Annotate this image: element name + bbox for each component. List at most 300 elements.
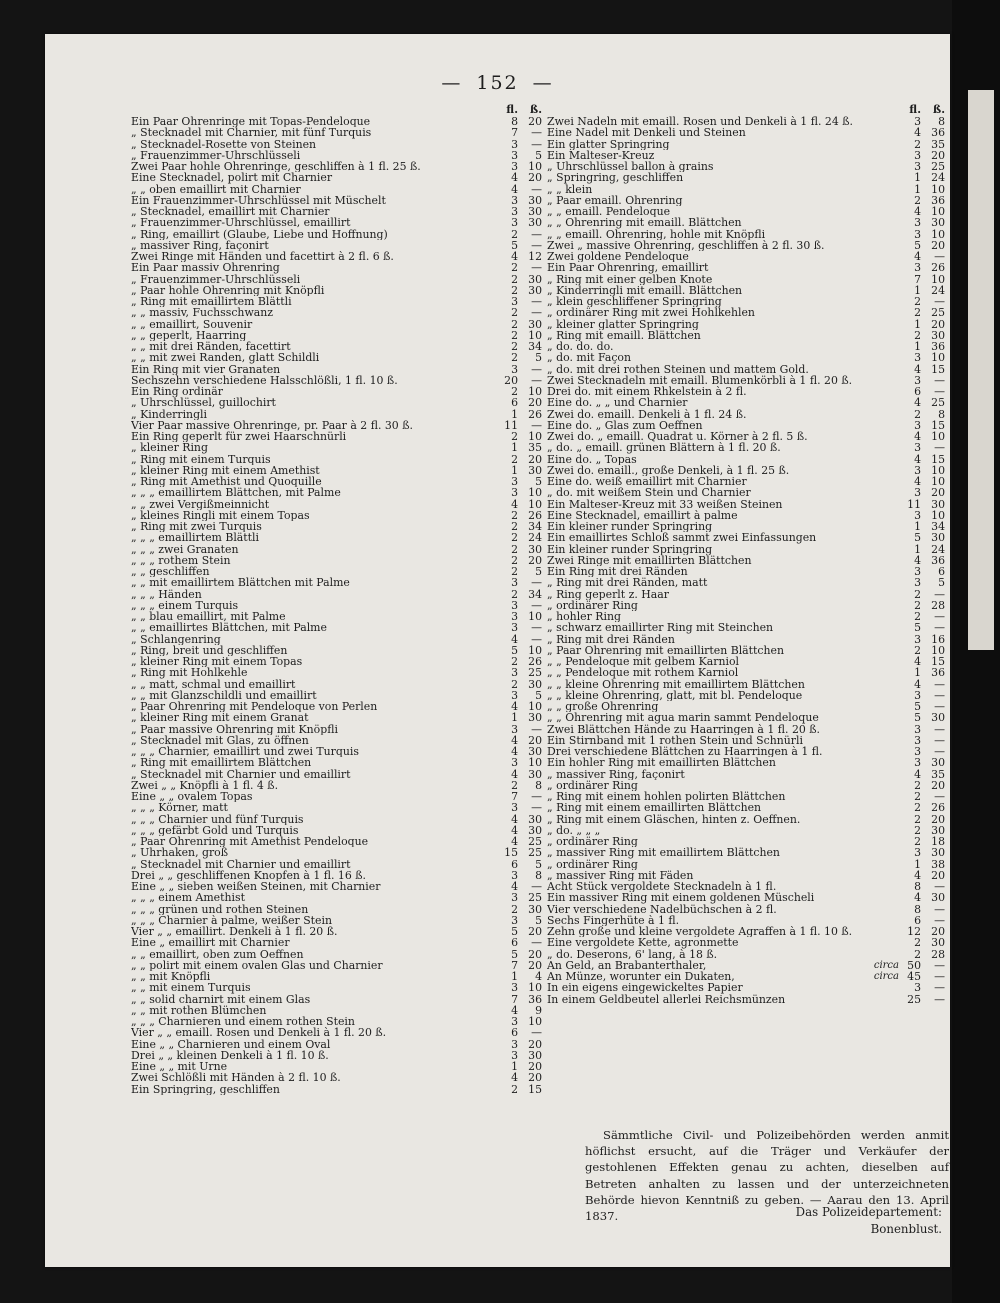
list-item (547, 926, 947, 937)
item-description: „ hohler Ring (547, 611, 621, 623)
item-gulden: 1 (914, 857, 921, 871)
item-kreuzer: 30 (931, 756, 945, 770)
list-item (131, 307, 544, 318)
list-item (547, 544, 947, 555)
left-column (131, 104, 544, 1095)
item-description: Ein Ring mit vier Granaten (131, 363, 281, 375)
item-gulden: 8 (914, 880, 921, 893)
item-gulden: 2 (511, 542, 518, 556)
item-kreuzer: — (531, 182, 542, 196)
item-description: „ „ Pendeloque mit rothem Karniol (547, 667, 739, 679)
unit-kreuzer-label: ß. (932, 103, 945, 116)
item-kreuzer: — (531, 936, 542, 950)
item-gulden: 2 (914, 328, 921, 342)
item-kreuzer: 28 (931, 598, 945, 612)
item-gulden: 3 (511, 868, 518, 882)
item-description: „ Stecknadel, emaillirt mit Charnier (131, 206, 330, 218)
item-gulden: 7 (511, 958, 518, 972)
list-item (131, 825, 544, 836)
item-kreuzer: 30 (528, 902, 542, 916)
list-item (547, 476, 947, 487)
item-description: Eine Nadel mit Denkeli und Steinen (547, 127, 746, 139)
item-gulden: 6 (914, 913, 921, 927)
list-item (131, 116, 544, 127)
list-item (131, 229, 544, 240)
item-description: Zwei Nadeln mit emaill. Rosen und Denkeli à 1 fl. 24 ß. (547, 116, 853, 128)
item-gulden: 3 (511, 801, 518, 815)
item-description: Sechs Fingerhüte à 1 fl. (547, 914, 680, 926)
list-item (131, 341, 544, 352)
item-description: „ Ring mit Hohlkehle (131, 667, 248, 679)
item-kreuzer: 10 (931, 475, 945, 488)
item-gulden: 2 (511, 328, 518, 342)
item-gulden: 2 (511, 227, 518, 241)
item-kreuzer: 30 (931, 497, 945, 511)
item-description: „ do. mit weißem Stein und Charnier (547, 487, 751, 499)
item-kreuzer: 5 (535, 565, 542, 578)
item-kreuzer: 5 (535, 857, 542, 871)
item-gulden: 2 (914, 587, 921, 601)
item-kreuzer: 10 (931, 272, 945, 286)
item-gulden: 5 (914, 238, 921, 252)
item-kreuzer: 15 (931, 362, 945, 376)
item-kreuzer: 30 (528, 823, 542, 837)
item-kreuzer: — (934, 880, 945, 893)
item-kreuzer: — (934, 610, 945, 623)
list-item (547, 431, 947, 442)
item-kreuzer: 30 (931, 531, 945, 545)
list-item (131, 386, 544, 397)
list-item (547, 251, 947, 262)
item-description: „ „ oben emaillirt mit Charnier (131, 183, 301, 195)
item-description: Eine do. weiß emaillirt mit Charnier (547, 476, 747, 488)
item-gulden: 2 (511, 306, 518, 320)
list-item (547, 859, 947, 870)
item-description: „ klein geschliffener Springring (547, 296, 722, 308)
item-gulden: 4 (914, 677, 921, 691)
item-description: „ Uhrschlüssel, guillochirt (131, 397, 276, 409)
item-kreuzer: — (934, 722, 945, 736)
item-kreuzer: 9 (535, 1003, 542, 1017)
item-description: „ „ emaill. Pendeloque (547, 206, 671, 218)
item-description: Drei „ „ geschliffenen Knopfen à 1 fl. 16 ß. (131, 869, 366, 881)
item-gulden: 3 (511, 891, 518, 905)
item-gulden: 4 (511, 171, 518, 185)
item-kreuzer: 26 (528, 407, 542, 421)
list-item (131, 892, 544, 903)
page-header (45, 72, 950, 94)
item-description: Drei do. mit einem Rhkelstein à 2 fl. (547, 386, 747, 398)
item-gulden: 4 (511, 767, 518, 781)
item-description: „ „ „ emaillirtem Blättli (131, 532, 260, 544)
list-item (131, 1084, 544, 1095)
item-kreuzer: 30 (528, 317, 542, 331)
item-description: „ ordinärer Ring (547, 779, 638, 791)
item-gulden: 3 (511, 621, 518, 635)
list-item (131, 274, 544, 285)
item-kreuzer: 20 (528, 958, 542, 972)
item-description: „ „ mit Knöpfli (131, 971, 211, 983)
item-kreuzer: 35 (528, 441, 542, 455)
list-item (547, 814, 947, 825)
list-item (131, 206, 544, 217)
item-kreuzer: — (531, 306, 542, 320)
item-kreuzer: 10 (931, 227, 945, 241)
item-kreuzer: 24 (528, 531, 542, 545)
list-item (547, 611, 947, 622)
item-description: „ massiver Ring, façonirt (131, 239, 269, 251)
list-item (131, 544, 544, 555)
item-kreuzer: 4 (535, 970, 542, 983)
item-gulden: 11 (907, 497, 921, 511)
item-gulden: 1 (914, 542, 921, 556)
item-kreuzer: 30 (931, 711, 945, 725)
item-description: Ein emaillirtes Schloß sammt zwei Einfassungen (547, 532, 817, 544)
signature-block (796, 1204, 942, 1237)
list-item (547, 307, 947, 318)
item-description: „ massiver Ring mit Fäden (547, 869, 694, 881)
item-description: Eine do. „ Topas (547, 453, 637, 465)
list-item (547, 847, 947, 858)
item-gulden: 3 (511, 756, 518, 770)
list-item (131, 1005, 544, 1016)
item-kreuzer: 15 (931, 452, 945, 466)
item-kreuzer: — (531, 238, 542, 252)
item-kreuzer: 10 (528, 981, 542, 995)
item-kreuzer: 10 (528, 756, 542, 770)
list-item (547, 904, 947, 915)
item-description: „ kleiner Ring mit einem Amethist (131, 464, 320, 476)
item-kreuzer: — (531, 801, 542, 815)
list-item (131, 1050, 544, 1061)
item-gulden: 20 (504, 373, 518, 387)
item-gulden: 4 (511, 632, 518, 646)
item-kreuzer: 10 (931, 643, 945, 657)
item-description: Vier „ „ emaillirt. Denkeli à 1 fl. 20 ß. (131, 926, 338, 938)
item-gulden: 2 (511, 272, 518, 286)
item-gulden: 2 (914, 407, 921, 421)
item-description: Vier Paar massive Ohrenringe, pr. Paar à 2 fl. 30 ß. (131, 419, 413, 431)
item-kreuzer: 30 (931, 846, 945, 860)
list-item (131, 195, 544, 206)
item-gulden: 2 (511, 778, 518, 792)
list-item (547, 870, 947, 881)
item-description: Ein Paar massiv Ohrenring (131, 262, 280, 274)
item-gulden: 2 (914, 137, 921, 151)
item-kreuzer: 20 (528, 1037, 542, 1051)
list-item (547, 296, 947, 307)
item-gulden: 12 (907, 925, 921, 938)
item-gulden: 5 (511, 643, 518, 657)
item-gulden: 1 (511, 711, 518, 725)
list-item (131, 859, 544, 870)
item-gulden: 2 (914, 835, 921, 848)
item-gulden: 1 (914, 182, 921, 196)
item-description: Eine „ „ Charnieren und einem Oval (131, 1038, 331, 1050)
item-gulden: 2 (511, 508, 518, 522)
item-gulden: 2 (511, 565, 518, 578)
item-kreuzer: 25 (931, 396, 945, 410)
item-gulden: 8 (511, 115, 518, 128)
list-item (131, 611, 544, 622)
unit-gulden-label: fl. (506, 103, 518, 116)
list-item (131, 510, 544, 521)
item-kreuzer: 20 (931, 868, 945, 882)
list-item (131, 724, 544, 735)
item-kreuzer: — (531, 598, 542, 612)
item-gulden: 3 (511, 722, 518, 736)
item-description: Zwei „ massive Ohrenring, geschliffen à 2 fl. 30 ß. (547, 239, 825, 251)
list-item (547, 274, 947, 285)
item-kreuzer: 20 (931, 778, 945, 792)
item-kreuzer: 36 (931, 126, 945, 140)
item-gulden: 3 (511, 1015, 518, 1028)
item-gulden: 3 (511, 216, 518, 230)
item-kreuzer: 12 (528, 250, 542, 263)
item-kreuzer: 8 (535, 778, 542, 792)
item-gulden: 15 (504, 846, 518, 860)
item-circa: circa (873, 959, 899, 971)
item-description: „ ordinärer Ring (547, 858, 638, 870)
item-description: „ „ „ Körner, matt (131, 802, 228, 814)
list-item (547, 825, 947, 836)
item-gulden: 2 (914, 598, 921, 612)
list-item (131, 836, 544, 847)
item-description: „ Uhrschlüssel ballon à grains (547, 161, 714, 173)
item-kreuzer: 35 (931, 137, 945, 151)
item-kreuzer: — (934, 902, 945, 916)
item-description: Zehn große und kleine vergoldete Agraffen à 1 fl. 10 ß. (547, 926, 853, 938)
item-gulden: 1 (914, 171, 921, 185)
item-description: „ „ kleine Ohrenring mit emaillirtem Blättchen (547, 678, 805, 690)
list-item (547, 645, 947, 656)
item-description: Ein Paar Ohrenring, emaillirt (547, 262, 709, 274)
item-gulden: 1 (511, 970, 518, 983)
item-description: „ Paar Ohrenring mit emaillirten Blättchen (547, 644, 784, 656)
item-gulden: 3 (511, 295, 518, 308)
list-item (131, 1027, 544, 1038)
list-item (547, 656, 947, 667)
list-item (547, 510, 947, 521)
list-item (547, 634, 947, 645)
item-description: „ „ massiv, Fuchsschwanz (131, 307, 274, 319)
item-description: „ „ Ohrenring mit agua marin sammt Pendeloque (547, 712, 819, 724)
item-kreuzer: 34 (931, 520, 945, 533)
list-item (131, 251, 544, 262)
item-kreuzer: 8 (938, 115, 945, 128)
item-description: „ massiver Ring, façonirt (547, 768, 685, 780)
list-item (547, 960, 947, 971)
item-kreuzer: 20 (931, 238, 945, 252)
item-kreuzer: 26 (931, 801, 945, 815)
list-item (547, 949, 947, 960)
item-gulden: 3 (511, 1037, 518, 1051)
list-item (131, 634, 544, 645)
item-kreuzer: 28 (931, 947, 945, 961)
item-gulden: 2 (511, 553, 518, 567)
item-kreuzer: 20 (931, 925, 945, 938)
item-description: „ „ „ einem Amethist (131, 892, 245, 904)
item-description: „ „ emaillirtes Blättchen, mit Palme (131, 622, 327, 634)
list-item (131, 791, 544, 802)
item-description: Zwei do. „ emaill. Quadrat u. Körner à 2 fl. 5 ß. (547, 431, 808, 443)
item-gulden: 4 (914, 205, 921, 218)
item-kreuzer: — (934, 385, 945, 398)
item-gulden: 4 (511, 733, 518, 747)
item-kreuzer: 5 (535, 688, 542, 702)
item-gulden: 1 (914, 317, 921, 331)
item-gulden: 2 (511, 261, 518, 275)
list-item (131, 701, 544, 712)
item-kreuzer: — (934, 441, 945, 455)
item-kreuzer: — (934, 688, 945, 702)
item-description: „ Ring, breit und geschliffen (131, 644, 288, 656)
list-item (131, 1072, 544, 1083)
item-gulden: 11 (504, 418, 518, 432)
item-description: Eine vergoldete Kette, agronmette (547, 937, 739, 949)
item-description: „ „ „ gefärbt Gold und Turquis (131, 824, 299, 836)
item-gulden: 2 (511, 340, 518, 353)
item-kreuzer: 30 (528, 812, 542, 826)
list-item (131, 926, 544, 937)
item-gulden: 3 (914, 373, 921, 387)
item-gulden: 3 (511, 666, 518, 680)
item-gulden: 3 (914, 261, 921, 275)
item-kreuzer: 20 (528, 115, 542, 128)
item-description: „ do. „ emaill. grünen Blättern à 1 fl. 20 ß. (547, 442, 781, 454)
list-item (547, 499, 947, 510)
list-item (547, 701, 947, 712)
item-kreuzer: 10 (528, 430, 542, 443)
item-description: Eine do. „ Glas zum Oeffnen (547, 419, 703, 431)
list-item (131, 532, 544, 543)
item-description: „ „ mit drei Ränden, facettirt (131, 341, 291, 353)
item-gulden: 7 (511, 790, 518, 803)
item-gulden: 6 (511, 396, 518, 410)
item-kreuzer: 30 (528, 767, 542, 781)
item-description: „ Ring mit emaill. Blättchen (547, 329, 701, 341)
item-gulden: 4 (511, 745, 518, 758)
list-item (131, 397, 544, 408)
list-item (131, 904, 544, 915)
item-description: „ „ „ Charnier à palme, weißer Stein (131, 914, 332, 926)
item-gulden: 2 (511, 531, 518, 545)
item-description: Ein Ring mit drei Ränden (547, 566, 688, 578)
item-gulden: 3 (914, 846, 921, 860)
list-item (547, 712, 947, 723)
item-kreuzer: 5 (535, 148, 542, 162)
item-description: Eine „ „ mit Urne (131, 1061, 228, 1073)
item-gulden: 4 (914, 475, 921, 488)
item-description: Zwei Paar hohle Ohrenringe, geschliffen à 1 fl. 25 ß. (131, 161, 421, 173)
item-description: „ Ring mit einem hohlen polirten Blättchen (547, 791, 786, 803)
item-description: Drei verschiedene Blättchen zu Haarringen à 1 fl. (547, 746, 823, 758)
item-gulden: 4 (511, 182, 518, 196)
item-description: „ „ „ einem Turquis (131, 599, 239, 611)
list-item (131, 712, 544, 723)
item-description: Sechszehn verschiedene Halsschlößli, 1 fl. 10 ß. (131, 374, 398, 386)
list-item (131, 735, 544, 746)
item-description: „ „ „ Charnieren und einem rothen Stein (131, 1016, 355, 1028)
list-item (547, 397, 947, 408)
list-item (547, 262, 947, 273)
item-kreuzer: — (531, 126, 542, 140)
item-description: „ „ „ zwei Granaten (131, 543, 239, 555)
list-item (547, 217, 947, 228)
item-kreuzer: 20 (931, 486, 945, 500)
list-item (547, 802, 947, 813)
item-description: „ schwarz emaillirter Ring mit Steinchen (547, 622, 774, 634)
list-item (547, 375, 947, 386)
item-description: Zwei goldene Pendeloque (547, 251, 689, 263)
item-description: „ do. mit Façon (547, 352, 631, 364)
item-gulden: 3 (914, 148, 921, 162)
item-description: „ do. „ „ „ (547, 824, 601, 836)
item-description: „ Ring mit einer gelben Knote (547, 273, 713, 285)
item-kreuzer: 30 (528, 1048, 542, 1062)
item-kreuzer: 30 (528, 745, 542, 758)
item-description: „ „ Ohrenring mit emaill. Blättchen (547, 217, 742, 229)
item-gulden: 3 (914, 565, 921, 578)
item-gulden: 5 (914, 700, 921, 713)
list-item (131, 240, 544, 251)
item-gulden: 3 (914, 722, 921, 736)
item-description: An Münze, worunter ein Dukaten, (547, 971, 735, 983)
list-item (131, 769, 544, 780)
item-kreuzer: 20 (528, 925, 542, 938)
item-kreuzer: — (531, 722, 542, 736)
item-kreuzer: 10 (528, 610, 542, 623)
item-gulden: 2 (511, 655, 518, 668)
item-kreuzer: 18 (931, 835, 945, 848)
item-kreuzer: 26 (528, 508, 542, 522)
item-gulden: 2 (914, 778, 921, 792)
item-kreuzer: 10 (528, 328, 542, 342)
item-description: „ Ring mit drei Ränden, matt (547, 577, 708, 589)
item-gulden: 3 (511, 160, 518, 173)
item-kreuzer: 34 (528, 587, 542, 601)
item-kreuzer: 30 (528, 272, 542, 286)
item-gulden: 45 (907, 970, 921, 983)
list-item (547, 982, 947, 993)
item-kreuzer: 10 (528, 700, 542, 713)
list-item (547, 735, 947, 746)
list-item (131, 915, 544, 926)
item-description: „ kleiner Ring mit einem Topas (131, 656, 303, 668)
item-description: „ do. do. do. (547, 341, 614, 353)
item-gulden: 2 (511, 283, 518, 297)
item-gulden: 3 (914, 576, 921, 590)
list-item (131, 960, 544, 971)
item-kreuzer: 30 (931, 936, 945, 950)
item-description: „ Ring geperlt z. Haar (547, 588, 669, 600)
item-gulden: 3 (511, 610, 518, 623)
item-description: „ „ „ emaillirtem Blättchen, mit Palme (131, 487, 341, 499)
item-kreuzer: 24 (931, 171, 945, 185)
item-gulden: 2 (914, 193, 921, 207)
item-gulden: 3 (914, 756, 921, 770)
item-gulden: 2 (511, 1082, 518, 1096)
signature-name: Bonenblust. (870, 1221, 942, 1236)
item-gulden: 5 (511, 238, 518, 252)
item-description: Ein Paar Ohrenringe mit Topas-Pendeloque (131, 116, 371, 128)
item-kreuzer: 20 (528, 171, 542, 185)
item-gulden: 2 (914, 812, 921, 826)
list-item (131, 690, 544, 701)
list-item (547, 600, 947, 611)
list-item (547, 442, 947, 453)
list-item (131, 780, 544, 791)
